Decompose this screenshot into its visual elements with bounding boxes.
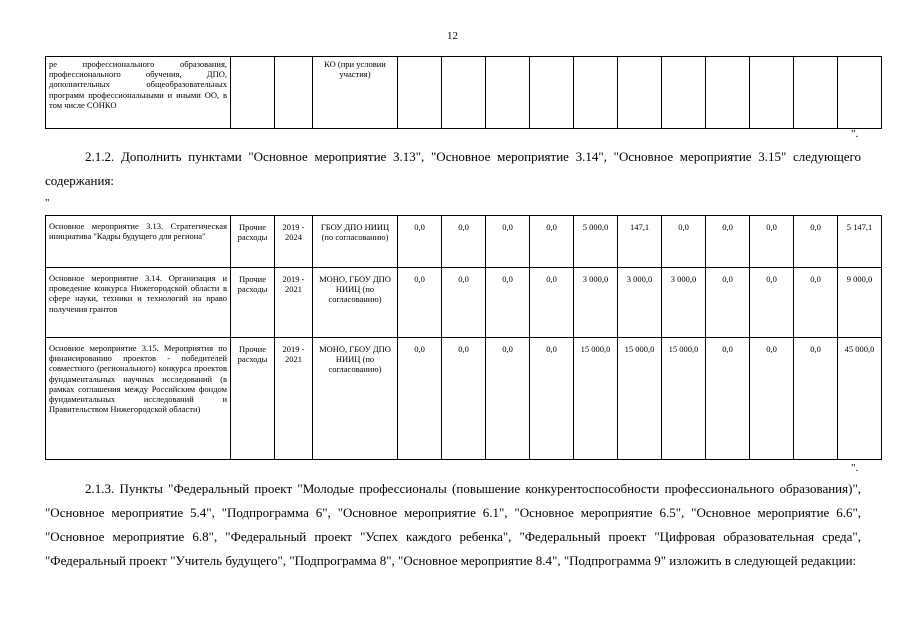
row-type-cell: Прочие расходы <box>231 338 275 460</box>
paragraph-2-1-2 <box>45 145 861 193</box>
row-period-cell: 2019 - 2021 <box>275 338 313 460</box>
row-value-cell: 0,0 <box>442 338 486 460</box>
row-name-cell: Основное мероприятие 3.14. Организация и проведение конкурса Нижегородской области в сфере науки, техники и технологий на право получения грантов <box>46 268 231 338</box>
table-row <box>46 268 882 338</box>
empty-cell <box>442 57 486 129</box>
row-executor-cell: МОНО, ГБОУ ДПО НИИЦ (по согласованию) <box>313 268 398 338</box>
table-new-items <box>45 215 882 460</box>
empty-cell <box>486 57 530 129</box>
closing-quote-mark: ". <box>851 128 859 140</box>
closing-quote-mark: ". <box>851 462 859 474</box>
row-value-cell: 0,0 <box>750 338 794 460</box>
row-value-cell: 0,0 <box>398 216 442 268</box>
row-value-cell: 0,0 <box>530 268 574 338</box>
row-name-cell: Основное мероприятие 3.13. Стратегическая инициатива "Кадры будущего для регионa" <box>46 216 231 268</box>
paragraph-text: 2.1.2. Дополнить пунктами "Основное мероприятие 3.13", "Основное мероприятие 3.14", "Основное мероприятие 3.15" следующего содержания: <box>45 149 861 188</box>
empty-cell <box>398 57 442 129</box>
row-value-cell: 0,0 <box>486 216 530 268</box>
row-name-cell: Основное мероприятие 3.15. Мероприятия по финансированию проектов - победителей совместного (регионального) конкурса проектов фундаментальных научных исследований (в рамках соглашения между Российским фондом фундаментальных исследований и Правительством Нижегородской области) <box>46 338 231 460</box>
row-value-cell: 0,0 <box>530 216 574 268</box>
empty-cell <box>706 57 750 129</box>
empty-cell <box>574 57 618 129</box>
opening-quote-mark: " <box>45 197 50 209</box>
row-value-cell: 3 000,0 <box>662 268 706 338</box>
empty-cell <box>530 57 574 129</box>
row-value-cell: 0,0 <box>486 338 530 460</box>
row-value-cell: 0,0 <box>398 268 442 338</box>
empty-cell <box>662 57 706 129</box>
row-value-cell: 0,0 <box>662 216 706 268</box>
row-value-cell: 0,0 <box>530 338 574 460</box>
row-type-cell: Прочие расходы <box>231 268 275 338</box>
row-name-cell: ре профессионального образования, профессионального обучения, ДПО, дополнительных общеобразовательных программ профессиональными и иными ОО, в том числе СОНКО <box>46 57 231 129</box>
row-value-cell: 0,0 <box>706 338 750 460</box>
empty-cell <box>275 57 313 129</box>
row-value-cell: 0,0 <box>794 268 838 338</box>
row-value-cell: 0,0 <box>750 216 794 268</box>
row-value-cell: 0,0 <box>486 268 530 338</box>
paragraph-text: 2.1.3. Пункты "Федеральный проект "Молодые профессионалы (повышение конкурентоспособности профессионального образования)", "Основное мероприятие 5.4", "Подпрограмма 6", "Основное мероприятие 6.1", "Основное мероприятие 6.5", "Основное мероприятие 6.6", "Основное мероприятие 6.8", "Федеральный проект "Успех каждого ребенка", "Федеральный проект "Цифровая образовательная среда", "Федеральный проект "Учитель будущего", "Подпрограмма 8", "Основное мероприятие 8.4", "Подпрограмма 9" изложить в следующей редакции: <box>45 481 861 568</box>
row-period-cell: 2019 - 2021 <box>275 268 313 338</box>
row-value-cell: 0,0 <box>794 216 838 268</box>
row-value-cell: 3 000,0 <box>618 268 662 338</box>
table-row <box>46 216 882 268</box>
row-value-cell: 0,0 <box>750 268 794 338</box>
empty-cell <box>231 57 275 129</box>
empty-cell <box>838 57 882 129</box>
row-value-cell: 0,0 <box>398 338 442 460</box>
row-executor-cell: ГБОУ ДПО НИИЦ (по согласованию) <box>313 216 398 268</box>
row-executor-cell: КО (при условии участия) <box>313 57 398 129</box>
empty-cell <box>750 57 794 129</box>
row-value-cell: 45 000,0 <box>838 338 882 460</box>
row-value-cell: 0,0 <box>706 216 750 268</box>
row-value-cell: 5 000,0 <box>574 216 618 268</box>
row-value-cell: 3 000,0 <box>574 268 618 338</box>
row-value-cell: 0,0 <box>442 216 486 268</box>
empty-cell <box>618 57 662 129</box>
table-continuation <box>45 56 882 129</box>
row-value-cell: 15 000,0 <box>618 338 662 460</box>
row-value-cell: 0,0 <box>442 268 486 338</box>
table-row <box>46 57 882 129</box>
row-executor-cell: МОНО, ГБОУ ДПО НИИЦ (по согласованию) <box>313 338 398 460</box>
page-number: 12 <box>447 30 458 42</box>
row-value-cell: 15 000,0 <box>574 338 618 460</box>
row-value-cell: 0,0 <box>706 268 750 338</box>
table-row <box>46 338 882 460</box>
paragraph-2-1-3 <box>45 477 861 573</box>
row-value-cell: 15 000,0 <box>662 338 706 460</box>
row-type-cell: Прочие расходы <box>231 216 275 268</box>
row-value-cell: 5 147,1 <box>838 216 882 268</box>
row-period-cell: 2019 - 2024 <box>275 216 313 268</box>
row-value-cell: 9 000,0 <box>838 268 882 338</box>
row-value-cell: 0,0 <box>794 338 838 460</box>
empty-cell <box>794 57 838 129</box>
row-value-cell: 147,1 <box>618 216 662 268</box>
